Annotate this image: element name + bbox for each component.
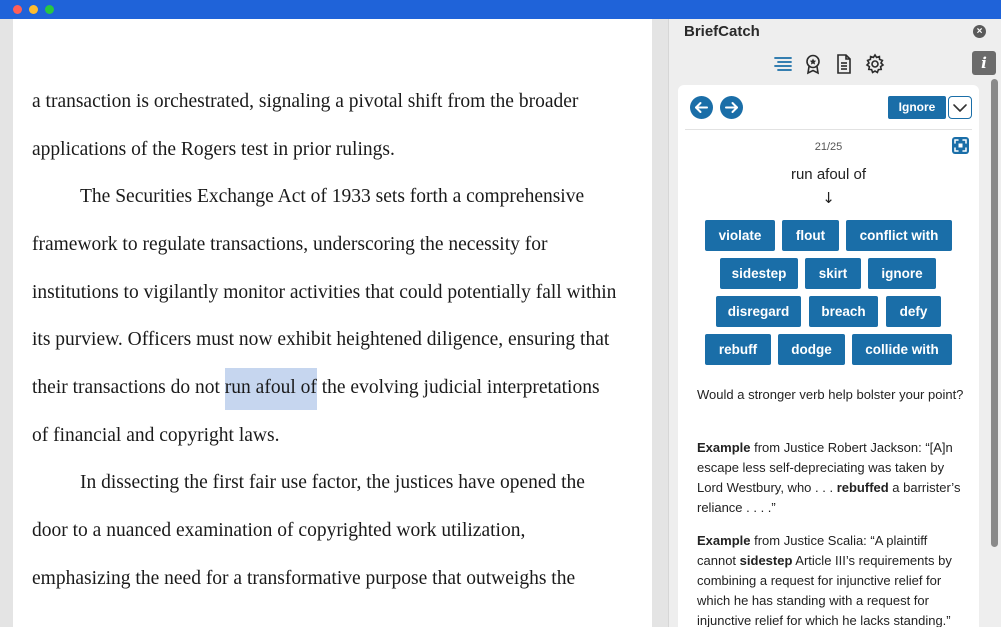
chevron-down-icon[interactable] xyxy=(948,96,972,119)
example-text: a barrister’s reliance . . . .” xyxy=(697,480,961,515)
back-arrow-icon[interactable] xyxy=(690,96,713,119)
sidebar-title: BriefCatch xyxy=(684,23,760,40)
gear-icon[interactable] xyxy=(864,53,886,75)
window-titlebar xyxy=(0,0,1001,19)
suggestion-chip[interactable]: ignore xyxy=(868,258,936,289)
document-line: applications of the Rogers test in prior rulings. xyxy=(32,139,395,160)
document-line: emphasizing the need for a transformative purpose that outweighs the xyxy=(32,568,576,589)
suggestion-chip[interactable]: skirt xyxy=(805,258,861,289)
document-line: The Securities Exchange Act of 1933 sets forth a comprehensive xyxy=(80,186,585,207)
suggestion-card xyxy=(678,85,979,627)
suggestion-chip[interactable]: breach xyxy=(809,296,878,327)
close-window-button[interactable] xyxy=(13,5,22,14)
close-icon[interactable]: × xyxy=(973,25,986,38)
example-text: from Justice Robert Jackson: “[A]n escape less self-depreciating was taken by Lord Westbury, who . . . xyxy=(697,440,953,495)
example-one xyxy=(697,438,967,518)
document-line: its purview. Officers must now exhibit heightened diligence, ensuring that xyxy=(32,329,610,350)
document-line xyxy=(32,376,600,400)
suggestion-chip[interactable]: defy xyxy=(886,296,941,327)
briefcatch-sidebar xyxy=(668,19,1001,627)
document-icon[interactable] xyxy=(833,53,855,75)
example-text: from Justice Scalia: “A plaintiff cannot xyxy=(697,533,928,568)
example-label: Example xyxy=(697,440,751,455)
document-right-gutter xyxy=(652,19,668,627)
example-text: Article III’s requirements by combining a request for injunctive relief for which he has standing with a request for injunctive relief for which he lacks standing.” xyxy=(697,553,952,627)
document-line: of financial and copyright laws. xyxy=(32,425,280,446)
suggestion-chip[interactable]: rebuff xyxy=(705,334,771,365)
document-line: In dissecting the first fair use factor, the justices have opened the xyxy=(80,472,585,493)
document-line: framework to regulate transactions, underscoring the necessity for xyxy=(32,234,548,255)
zoom-window-button[interactable] xyxy=(45,5,54,14)
down-arrow-icon: ↓ xyxy=(822,189,835,207)
suggestion-chip[interactable]: collide with xyxy=(852,334,952,365)
suggestion-chip[interactable]: disregard xyxy=(716,296,801,327)
example-keyword: rebuffed xyxy=(836,480,889,495)
sidebar-scrollbar[interactable] xyxy=(991,79,998,547)
document-line: institutions to vigilantly monitor activities that could potentially fall within xyxy=(32,282,617,303)
list-icon[interactable] xyxy=(772,53,794,75)
suggestion-chip[interactable]: dodge xyxy=(778,334,845,365)
info-icon[interactable]: i xyxy=(972,51,996,75)
example-label: Example xyxy=(697,533,751,548)
highlighted-phrase[interactable]: run afoul of xyxy=(225,368,317,410)
example-two xyxy=(697,531,967,627)
document-left-gutter xyxy=(0,19,13,627)
document-page[interactable] xyxy=(13,19,652,627)
expand-icon[interactable] xyxy=(952,137,969,154)
flagged-phrase: run afoul of xyxy=(790,166,867,183)
card-divider xyxy=(685,129,972,130)
document-text-segment: their transactions do not xyxy=(32,377,225,398)
award-icon[interactable] xyxy=(802,53,824,75)
example-keyword: sidestep xyxy=(739,553,793,568)
suggestion-question: Would a stronger verb help bolster your point? xyxy=(697,387,964,402)
document-line: door to a nuanced examination of copyrighted work utilization, xyxy=(32,520,526,541)
suggestion-chip[interactable]: flout xyxy=(782,220,839,251)
document-line: a transaction is orchestrated, signaling a pivotal shift from the broader xyxy=(32,91,579,112)
suggestion-chip[interactable]: violate xyxy=(705,220,775,251)
minimize-window-button[interactable] xyxy=(29,5,38,14)
forward-arrow-icon[interactable] xyxy=(720,96,743,119)
suggestion-chip[interactable]: sidestep xyxy=(720,258,798,289)
ignore-button[interactable]: Ignore xyxy=(888,96,946,119)
suggestion-counter: 21/25 xyxy=(814,141,843,153)
suggestion-chip[interactable]: conflict with xyxy=(846,220,952,251)
document-text-segment: the evolving judicial interpretations xyxy=(316,377,600,398)
